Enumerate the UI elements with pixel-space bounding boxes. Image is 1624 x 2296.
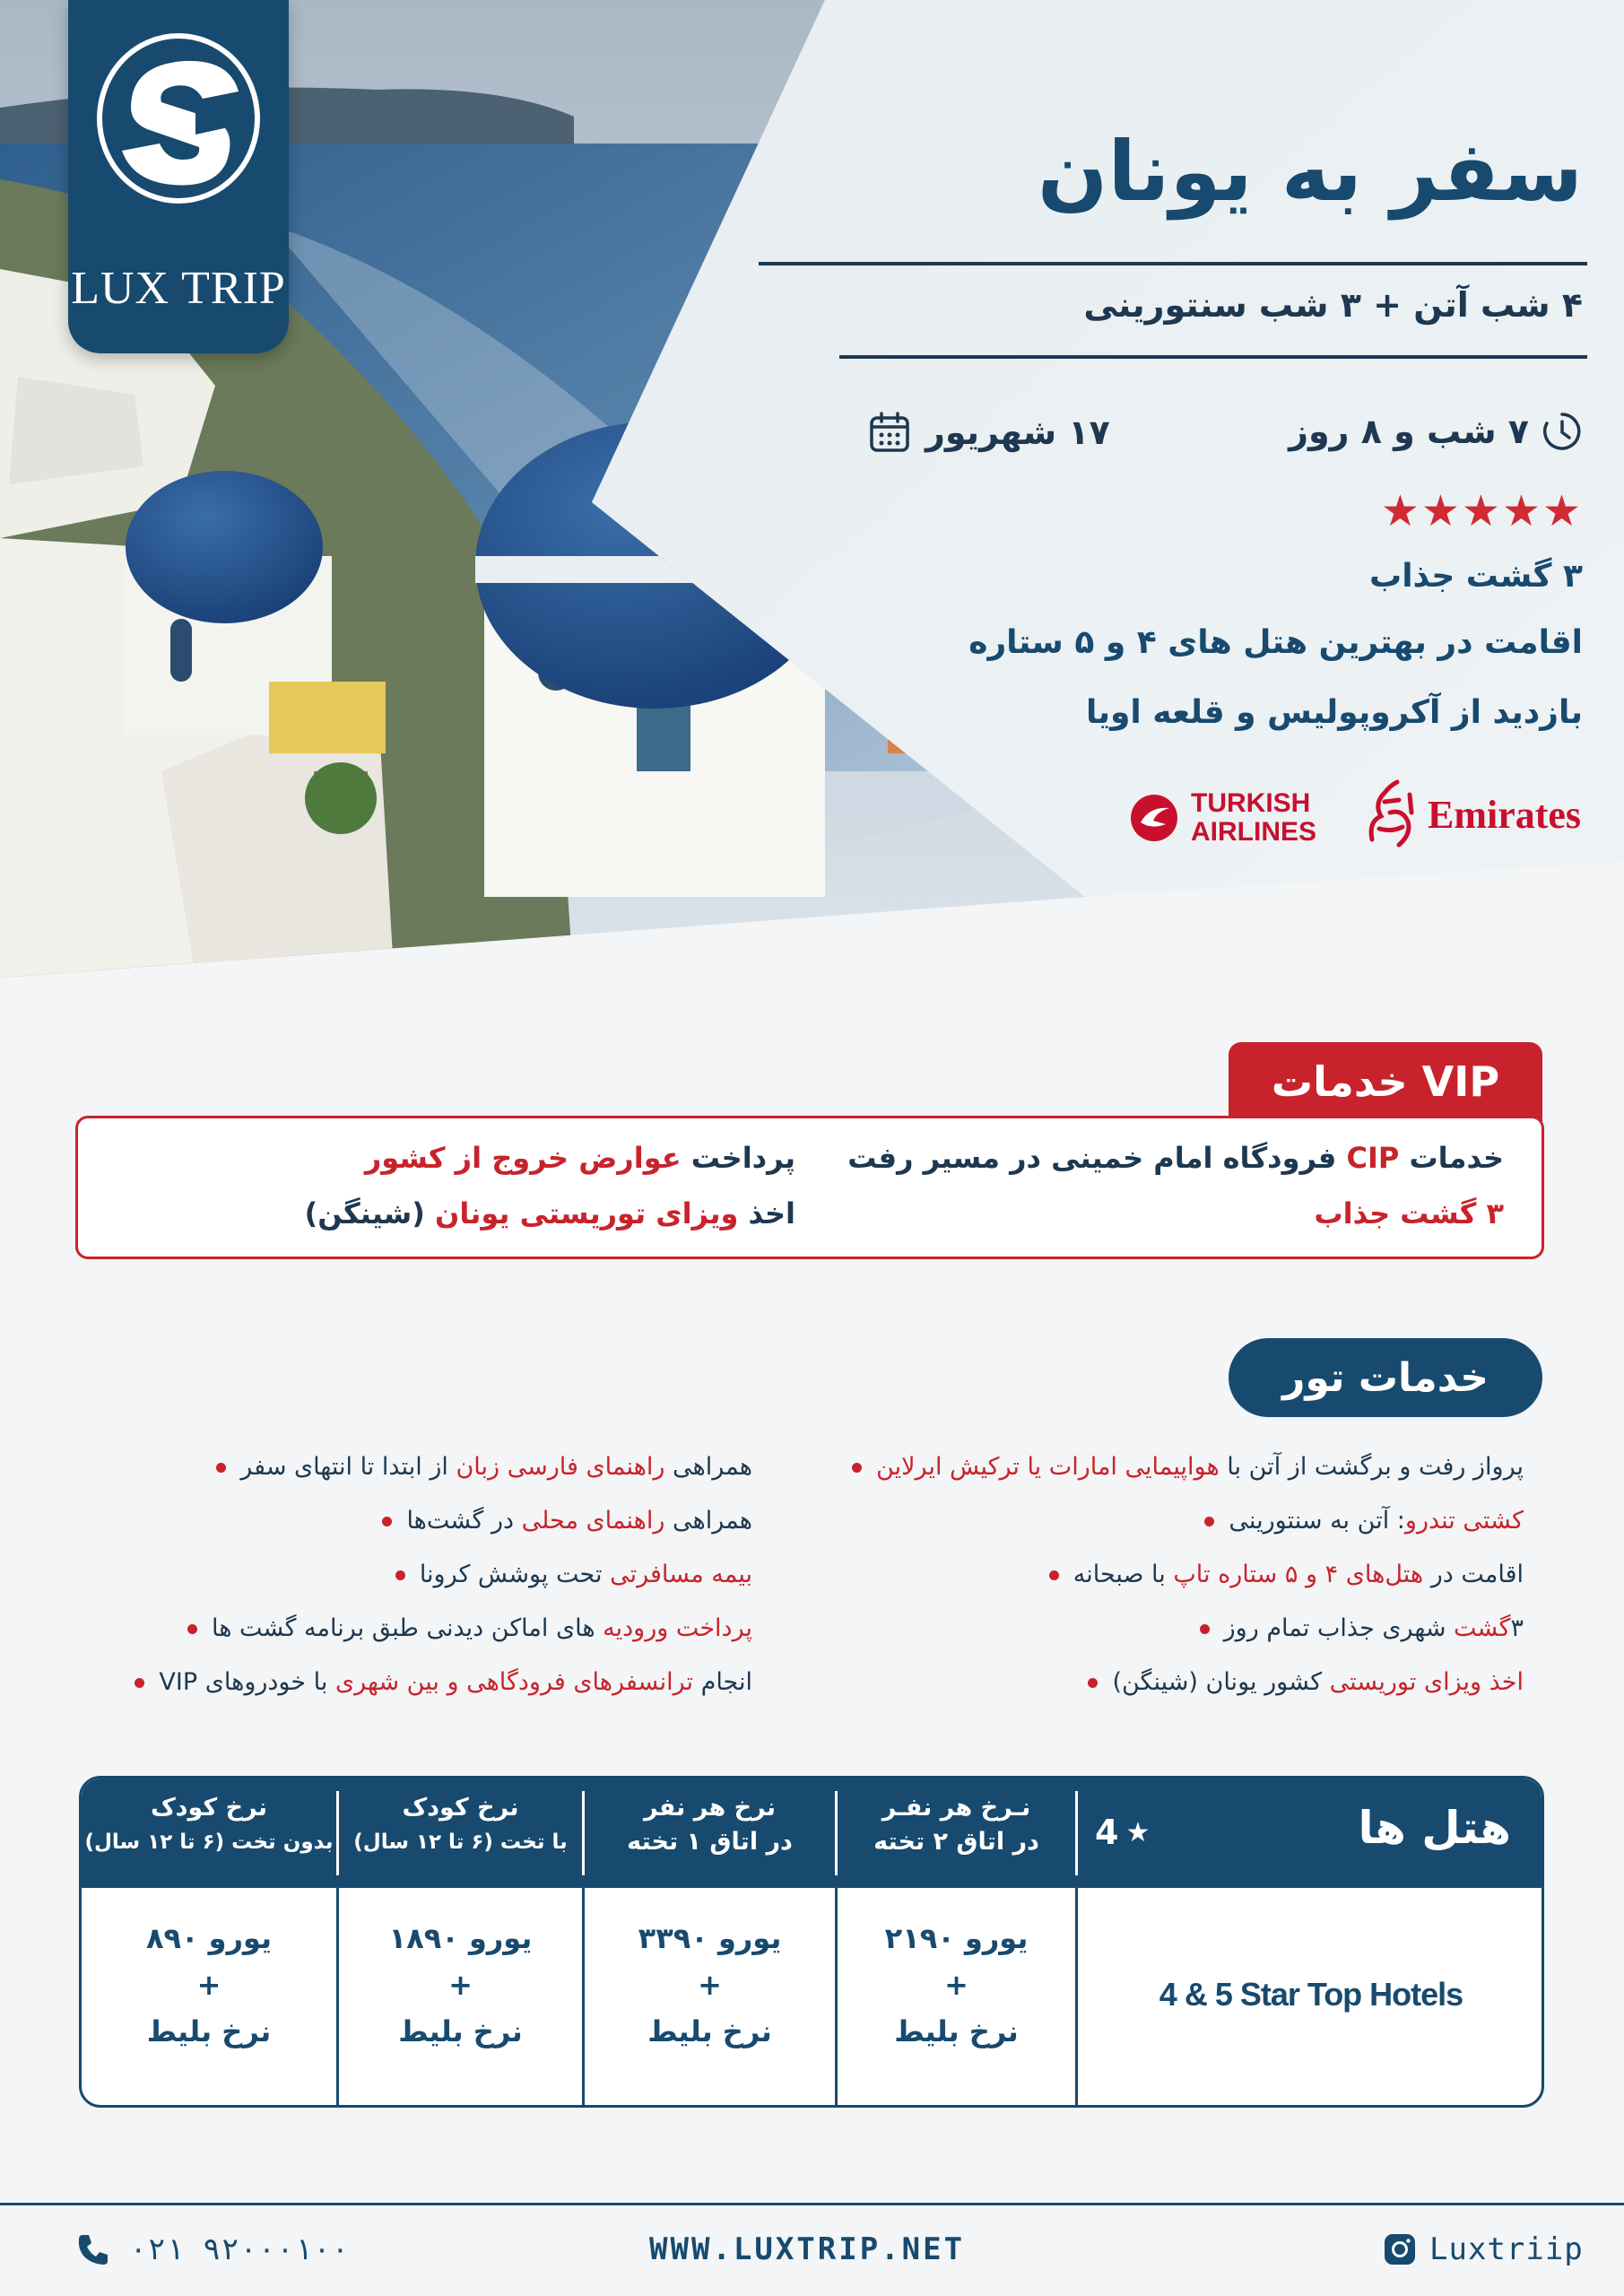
price-plus: + <box>944 1968 968 2002</box>
vip-item-highlight: CIP <box>1346 1141 1400 1175</box>
tour-item-text: از ابتدا تا انتهای سفر <box>240 1453 456 1481</box>
vip-item <box>1314 1196 1504 1231</box>
tour-item-text: همراهی <box>664 1453 752 1481</box>
tour-item-text: شهری جذاب تمام روز <box>1223 1614 1455 1642</box>
footer-website[interactable]: WWW.LUXTRIP.NET <box>649 2231 966 2267</box>
page-title: سفر به یونان <box>1037 124 1583 220</box>
divider <box>839 355 1587 359</box>
trip-duration <box>1289 411 1583 452</box>
column-header-line: با تخت (۶ تا ۱۲ سال) <box>353 1831 568 1854</box>
tour-item-highlight: کشتی تندرو <box>1404 1507 1524 1535</box>
rating-stars: ★★★★★ <box>1380 486 1583 536</box>
feature-item: اقامت در بهترین هتل های ۴ و ۵ ستاره <box>968 624 1583 661</box>
instagram-handle: Luxtriip <box>1429 2231 1584 2267</box>
column-header-line: نـرخ هر نفـر <box>881 1794 1031 1822</box>
star-icon: ★ <box>1125 1816 1151 1848</box>
vip-item <box>305 1196 795 1231</box>
vip-item-text: (شینگن) <box>304 1196 436 1231</box>
price-ticket: نرخ بلیط <box>894 2014 1019 2048</box>
vip-item-highlight: ۳ گشت جذاب <box>1314 1196 1504 1231</box>
hotels-header: هتل ها <box>1358 1802 1511 1854</box>
duration-text: ۷ شب و ۸ روز <box>1289 412 1529 451</box>
tour-item-text: کشور یونان (شینگن) <box>1112 1668 1330 1696</box>
tour-item <box>1088 1668 1524 1696</box>
hotel-name: 4 & 5 Star Top Hotels <box>1159 1976 1463 2013</box>
price-plus: + <box>698 1968 722 2002</box>
vip-item-highlight: ویزای توریستی یونان <box>435 1196 739 1231</box>
logo-mark-icon <box>95 29 262 208</box>
brand-logo[interactable] <box>68 0 289 353</box>
tour-item-text: در گشت‌ها <box>406 1507 522 1535</box>
price-plus: + <box>196 1968 221 2002</box>
price-cell <box>339 1915 582 2055</box>
footer-instagram[interactable] <box>1383 2231 1584 2267</box>
vip-item <box>365 1141 795 1175</box>
tour-item-highlight: راهنمای محلی <box>521 1507 665 1535</box>
emirates-name: Emirates <box>1428 792 1582 837</box>
footer-phone[interactable] <box>75 2231 350 2267</box>
tour-item <box>852 1453 1524 1481</box>
price-ticket: نرخ بلیط <box>398 2014 523 2048</box>
tour-item-text: تحت پوشش کرونا <box>419 1561 611 1588</box>
star-label <box>1095 1813 1150 1852</box>
tour-item <box>187 1614 752 1642</box>
tour-item-text: اقامت در <box>1423 1561 1524 1588</box>
tour-item <box>395 1561 752 1588</box>
tour-item-highlight: ترانسفرهای فرودگاهی و بین شهری <box>334 1668 694 1696</box>
turkish-airlines-icon <box>1130 794 1178 842</box>
vip-item-text: خدمات <box>1399 1141 1504 1175</box>
phone-icon <box>75 2231 111 2267</box>
price-ticket: نرخ بلیط <box>647 2014 772 2048</box>
tour-item-highlight: هواپیمایی امارات یا ترکیش ایرلاین <box>876 1453 1220 1481</box>
logo-text: LUX TRIP <box>71 263 286 314</box>
feature-item: بازدید از آکروپولیس و قلعه اویا <box>1085 694 1583 731</box>
column-header <box>82 1791 336 1859</box>
column-header-line: در اتاق ۲ تخته <box>873 1828 1039 1856</box>
price-value: ۳۳۹۰ یورو <box>638 1921 782 1955</box>
tour-services-heading: خدمات تور <box>1229 1338 1542 1417</box>
clock-icon <box>1541 411 1583 452</box>
vip-item-text: فرودگاه امام خمینی در مسیر رفت <box>847 1141 1347 1175</box>
tour-item <box>1200 1614 1524 1642</box>
vip-item-text: پرداخت <box>681 1141 795 1175</box>
column-header-line: نرخ هر نفر <box>643 1794 777 1822</box>
price-plus: + <box>448 1968 473 2002</box>
tour-item <box>135 1668 752 1696</box>
tour-item-text: با صبحانه <box>1073 1561 1174 1588</box>
trip-date <box>868 411 1110 454</box>
turkish-line1: TURKISH <box>1191 788 1311 818</box>
tour-item <box>216 1453 752 1481</box>
divider <box>759 262 1587 265</box>
column-header <box>838 1791 1075 1859</box>
tour-item-highlight: اخذ ویزای توریستی <box>1329 1668 1524 1696</box>
column-header-line: نرخ کودک <box>151 1794 267 1822</box>
date-text: ۱۷ شهریور <box>925 413 1110 452</box>
tour-item-highlight: پرداخت ورودیه <box>603 1614 752 1642</box>
vip-services-box <box>75 1116 1544 1259</box>
price-table <box>79 1776 1544 2108</box>
tour-item-text: ۳ <box>1510 1614 1524 1642</box>
vip-item <box>847 1141 1504 1175</box>
column-header-line: بدون تخت (۶ تا ۱۲ سال) <box>84 1831 334 1854</box>
tour-item-highlight: بیمه مسافرتی <box>610 1561 752 1588</box>
tour-item-text: انجام <box>693 1668 752 1696</box>
tour-item <box>1049 1561 1524 1588</box>
turkish-line2: AIRLINES <box>1191 817 1317 847</box>
trip-subtitle: ۴ شب آتن + ۳ شب سنتورینی <box>1083 285 1583 325</box>
tour-item <box>1204 1507 1524 1535</box>
vip-services-heading: خدمات VIP <box>1229 1042 1542 1121</box>
footer-divider <box>0 2203 1624 2205</box>
column-header <box>339 1791 582 1859</box>
tour-item-text: پرواز رفت و برگشت از آتن با <box>1219 1453 1524 1481</box>
price-value: ۱۸۹۰ یورو <box>388 1921 533 1955</box>
tour-item-text: با خودروهای VIP <box>159 1668 335 1696</box>
price-ticket: نرخ بلیط <box>146 2014 272 2048</box>
tour-item-text: های اماکن دیدنی طبق برنامه گشت ها <box>211 1614 604 1642</box>
emirates-calligraphy-icon <box>1363 777 1420 852</box>
price-cell <box>585 1915 835 2055</box>
calendar-icon <box>868 411 911 454</box>
tour-item-highlight: راهنمای فارسی زبان <box>456 1453 665 1481</box>
feature-item: ۳ گشت جذاب <box>1369 558 1583 595</box>
emirates-logo <box>1363 777 1581 852</box>
vip-item-text: اخذ <box>738 1196 795 1231</box>
tour-item-highlight: هتل‌های ۴ و ۵ ستاره تاپ <box>1173 1561 1424 1588</box>
tour-item-text: همراهی <box>664 1507 752 1535</box>
vip-item-highlight: عوارض خروج از کشور <box>364 1141 682 1175</box>
instagram-icon <box>1383 2232 1417 2266</box>
column-divider <box>1075 1791 1078 1875</box>
column-header-line: در اتاق ۱ تخته <box>627 1828 793 1856</box>
column-header-line: نرخ کودک <box>402 1794 519 1822</box>
tour-item-text: : آتن به سنتورینی <box>1229 1507 1405 1535</box>
tour-item-highlight: گشت <box>1454 1614 1511 1642</box>
price-value: ۸۹۰ یورو <box>145 1921 273 1955</box>
price-value: ۲۱۹۰ یورو <box>884 1921 1029 1955</box>
turkish-airlines-logo <box>1130 789 1316 847</box>
price-cell <box>82 1915 336 2055</box>
star-count: 4 <box>1095 1813 1119 1852</box>
phone-number: ۰۲۱ ۹۲۰۰۰۱۰۰ <box>129 2231 350 2267</box>
price-cell <box>838 1915 1075 2055</box>
column-header <box>585 1791 835 1859</box>
tour-item <box>382 1507 752 1535</box>
